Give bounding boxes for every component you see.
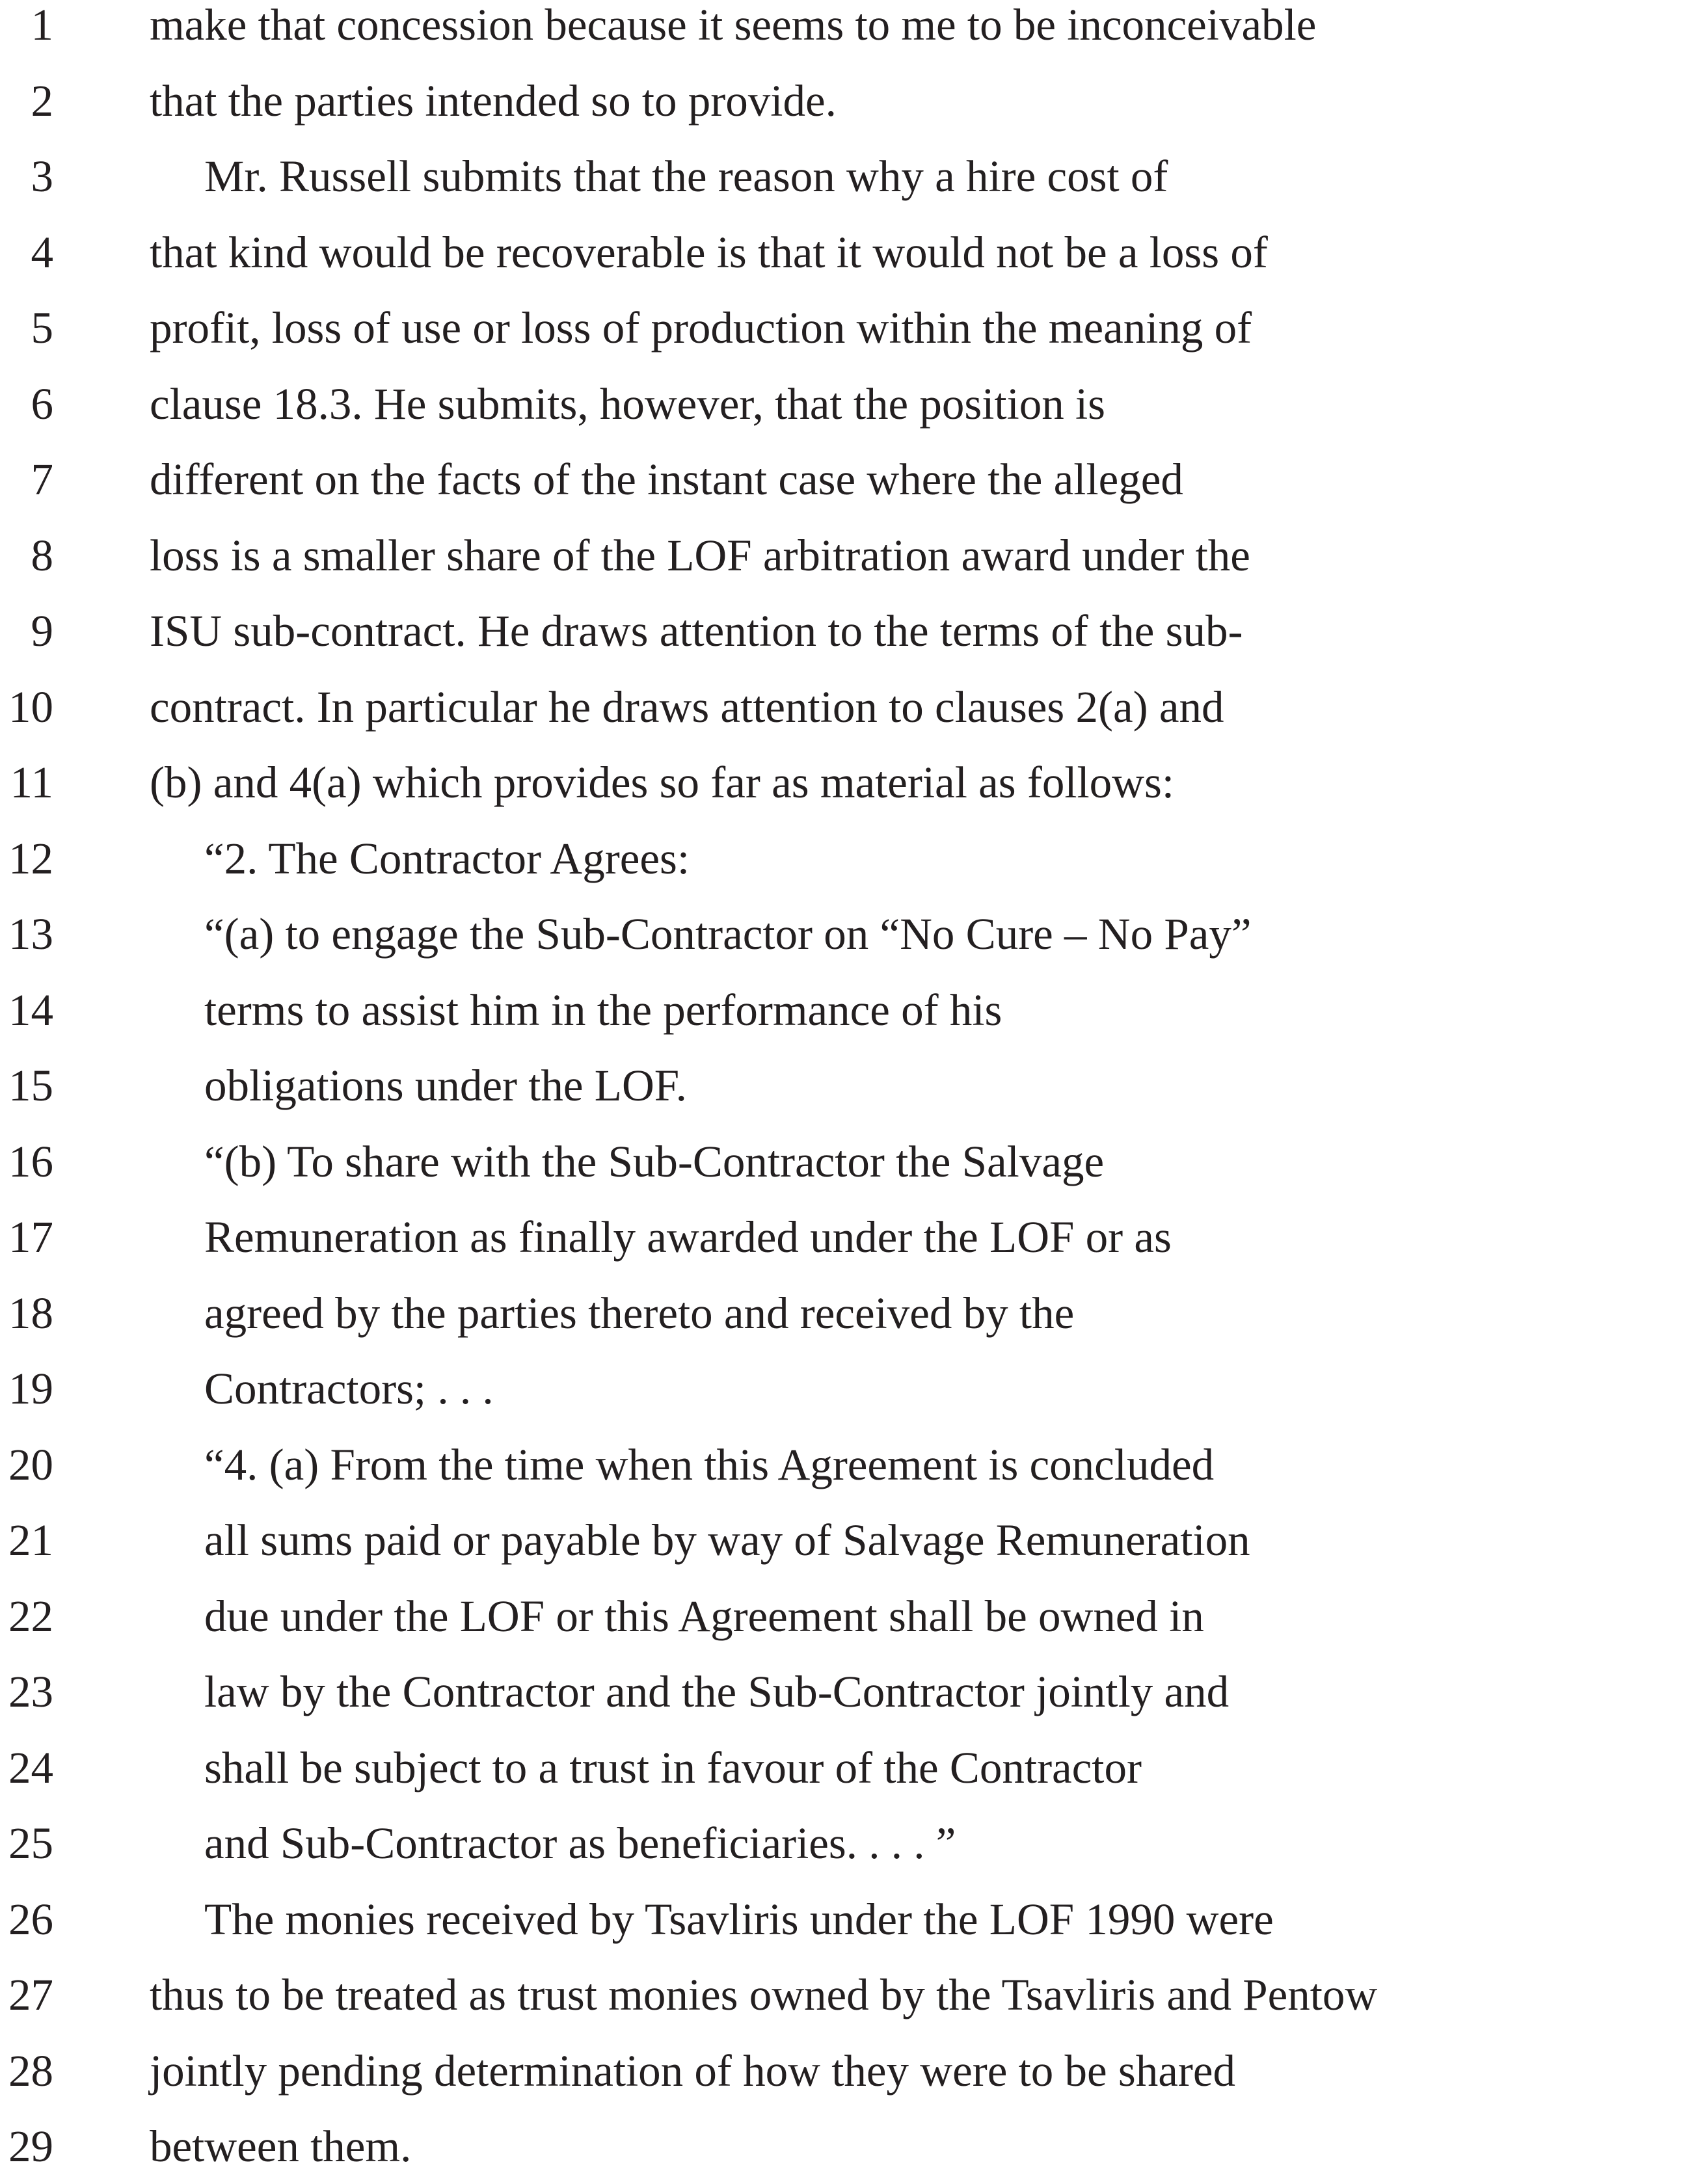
document-line: [0, 139, 1681, 214]
line-text: clause 18.3. He submits, however, that the position is: [150, 379, 1106, 429]
document-line: [0, 2109, 1681, 2184]
line-text: “2. The Contractor Agrees:: [204, 833, 690, 883]
document-line: [0, 972, 1681, 1048]
line-text: different on the facts of the instant case where the alleged: [150, 455, 1183, 504]
line-text: contract. In particular he draws attention to clauses 2(a) and: [150, 682, 1224, 732]
line-number: 5: [31, 303, 53, 353]
document-line: [0, 1730, 1681, 1805]
line-text: Contractors; . . .: [204, 1364, 494, 1413]
document-line: [0, 1199, 1681, 1275]
line-text: thus to be treated as trust monies owned by the Tsavliris and Pentow: [150, 1970, 1378, 2019]
line-text: profit, loss of use or loss of production within the meaning of: [150, 303, 1252, 353]
line-text: all sums paid or payable by way of Salvage Remuneration: [204, 1515, 1250, 1565]
document-line: [0, 821, 1681, 896]
line-text: Remuneration as finally awarded under the LOF or as: [204, 1212, 1172, 1262]
line-number: 17: [8, 1212, 53, 1262]
document-line: [0, 1957, 1681, 2032]
document-line: [0, 1805, 1681, 1881]
document-line: [0, 1427, 1681, 1502]
line-number: 6: [31, 379, 53, 429]
document-line: [0, 1578, 1681, 1654]
line-number: 18: [8, 1288, 53, 1338]
line-text: make that concession because it seems to me to be inconceivable: [150, 0, 1317, 49]
document-line: [0, 2033, 1681, 2109]
document-line: [0, 63, 1681, 139]
document-line: [0, 593, 1681, 669]
line-text: that kind would be recoverable is that it would not be a loss of: [150, 227, 1268, 277]
document-line: [0, 745, 1681, 820]
line-text: due under the LOF or this Agreement shall be owned in: [204, 1591, 1204, 1641]
document-line: [0, 1882, 1681, 1957]
line-text: obligations under the LOF.: [204, 1061, 687, 1110]
line-text: that the parties intended so to provide.: [150, 75, 837, 126]
line-text: Mr. Russell submits that the reason why a hire cost of: [204, 152, 1168, 201]
line-number: 24: [8, 1742, 53, 1792]
line-number: 28: [8, 2045, 53, 2096]
document-line: [0, 1275, 1681, 1351]
line-number: 14: [8, 985, 53, 1035]
line-text: (b) and 4(a) which provides so far as material as follows:: [150, 758, 1175, 807]
line-text: and Sub-Contractor as beneficiaries. . . . ”: [204, 1818, 956, 1868]
line-number: 12: [8, 833, 53, 883]
line-text: agreed by the parties thereto and received by the: [204, 1288, 1075, 1338]
line-number: 1: [31, 0, 53, 49]
line-text: shall be subject to a trust in favour of the Contractor: [204, 1742, 1142, 1792]
document-line: [0, 669, 1681, 745]
line-text: law by the Contractor and the Sub-Contractor jointly and: [204, 1667, 1230, 1716]
document-line: [0, 1351, 1681, 1426]
line-text: terms to assist him in the performance of his: [204, 985, 1002, 1035]
line-number: 29: [8, 2122, 53, 2171]
line-number: 3: [31, 152, 53, 201]
line-text: jointly pending determination of how they were to be shared: [150, 2045, 1235, 2096]
line-number: 19: [8, 1364, 53, 1413]
line-number: 2: [31, 75, 53, 126]
line-number: 15: [8, 1061, 53, 1110]
line-text: “(a) to engage the Sub-Contractor on “No Cure – No Pay”: [204, 909, 1252, 959]
line-text: “(b) To share with the Sub-Contractor the Salvage: [204, 1136, 1105, 1186]
line-number: 27: [8, 1970, 53, 2019]
document-line: [0, 366, 1681, 442]
document-line: [0, 215, 1681, 290]
line-text: The monies received by Tsavliris under the LOF 1990 were: [204, 1894, 1274, 1944]
document-line: [0, 442, 1681, 517]
line-number: 23: [8, 1667, 53, 1716]
document-line: [0, 290, 1681, 366]
document-line: [0, 896, 1681, 972]
line-number: 9: [31, 606, 53, 656]
line-text: between them.: [150, 2122, 412, 2171]
line-number: 16: [8, 1136, 53, 1186]
document-line: [0, 1654, 1681, 1729]
document-line: [0, 1502, 1681, 1578]
line-number: 4: [31, 227, 53, 277]
line-number: 13: [8, 909, 53, 959]
line-number: 21: [8, 1515, 53, 1565]
line-number: 11: [10, 758, 53, 807]
document-line: [0, 518, 1681, 593]
line-text: loss is a smaller share of the LOF arbitration award under the: [150, 530, 1250, 580]
line-number: 7: [31, 455, 53, 504]
document-line: [0, 1124, 1681, 1199]
line-text: ISU sub-contract. He draws attention to the terms of the sub-: [150, 606, 1243, 656]
line-number: 26: [8, 1894, 53, 1944]
document-line: [0, 1048, 1681, 1123]
line-number: 8: [31, 530, 53, 580]
line-text: “4. (a) From the time when this Agreement is concluded: [204, 1439, 1215, 1489]
line-number: 20: [8, 1439, 53, 1489]
document-line: [0, 0, 1681, 62]
line-number: 25: [8, 1818, 53, 1868]
line-number: 10: [8, 682, 53, 732]
line-number: 22: [8, 1591, 53, 1641]
